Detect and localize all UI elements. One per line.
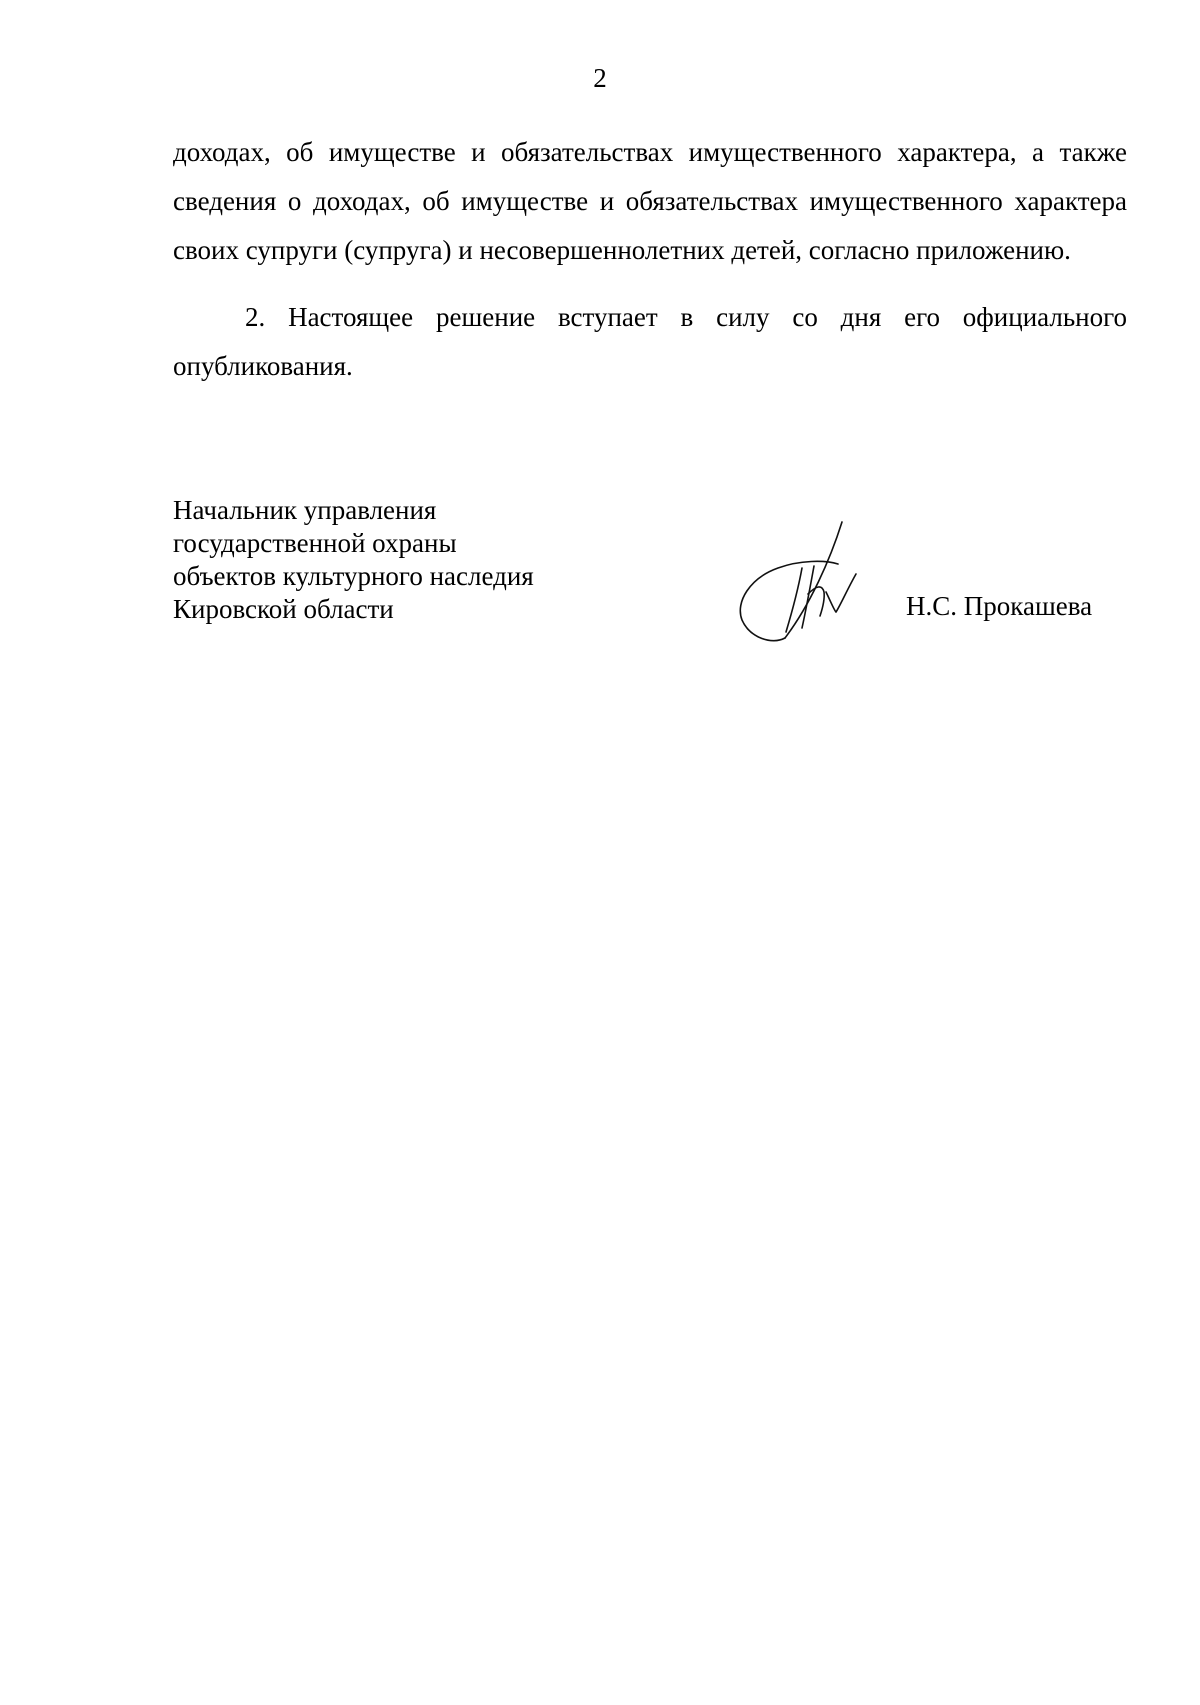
document-body <box>173 128 1127 391</box>
signatory-position-line: государственной охраны <box>173 528 457 558</box>
paragraph-entry-into-force: 2. Настоящее решение вступает в силу со дня его официального опубликования. <box>173 302 1127 381</box>
signatory-position <box>173 494 534 626</box>
page-number: 2 <box>593 63 607 93</box>
signatory-position-line: Кировской области <box>173 594 394 624</box>
signatory-position-line: объектов культурного наследия <box>173 561 534 591</box>
handwritten-signature <box>730 520 870 645</box>
signatory-position-line: Начальник управления <box>173 495 437 525</box>
paragraph-declaration-continuation: доходах, об имуществе и обязательствах имущественного характера, а также сведения о доходах, об имуществе и обязательствах имущественного характера своих супруги (супруга) и несовершеннолетних детей, согласно приложению. <box>173 137 1127 265</box>
signatory-name: Н.С. Прокашева <box>906 591 1093 621</box>
